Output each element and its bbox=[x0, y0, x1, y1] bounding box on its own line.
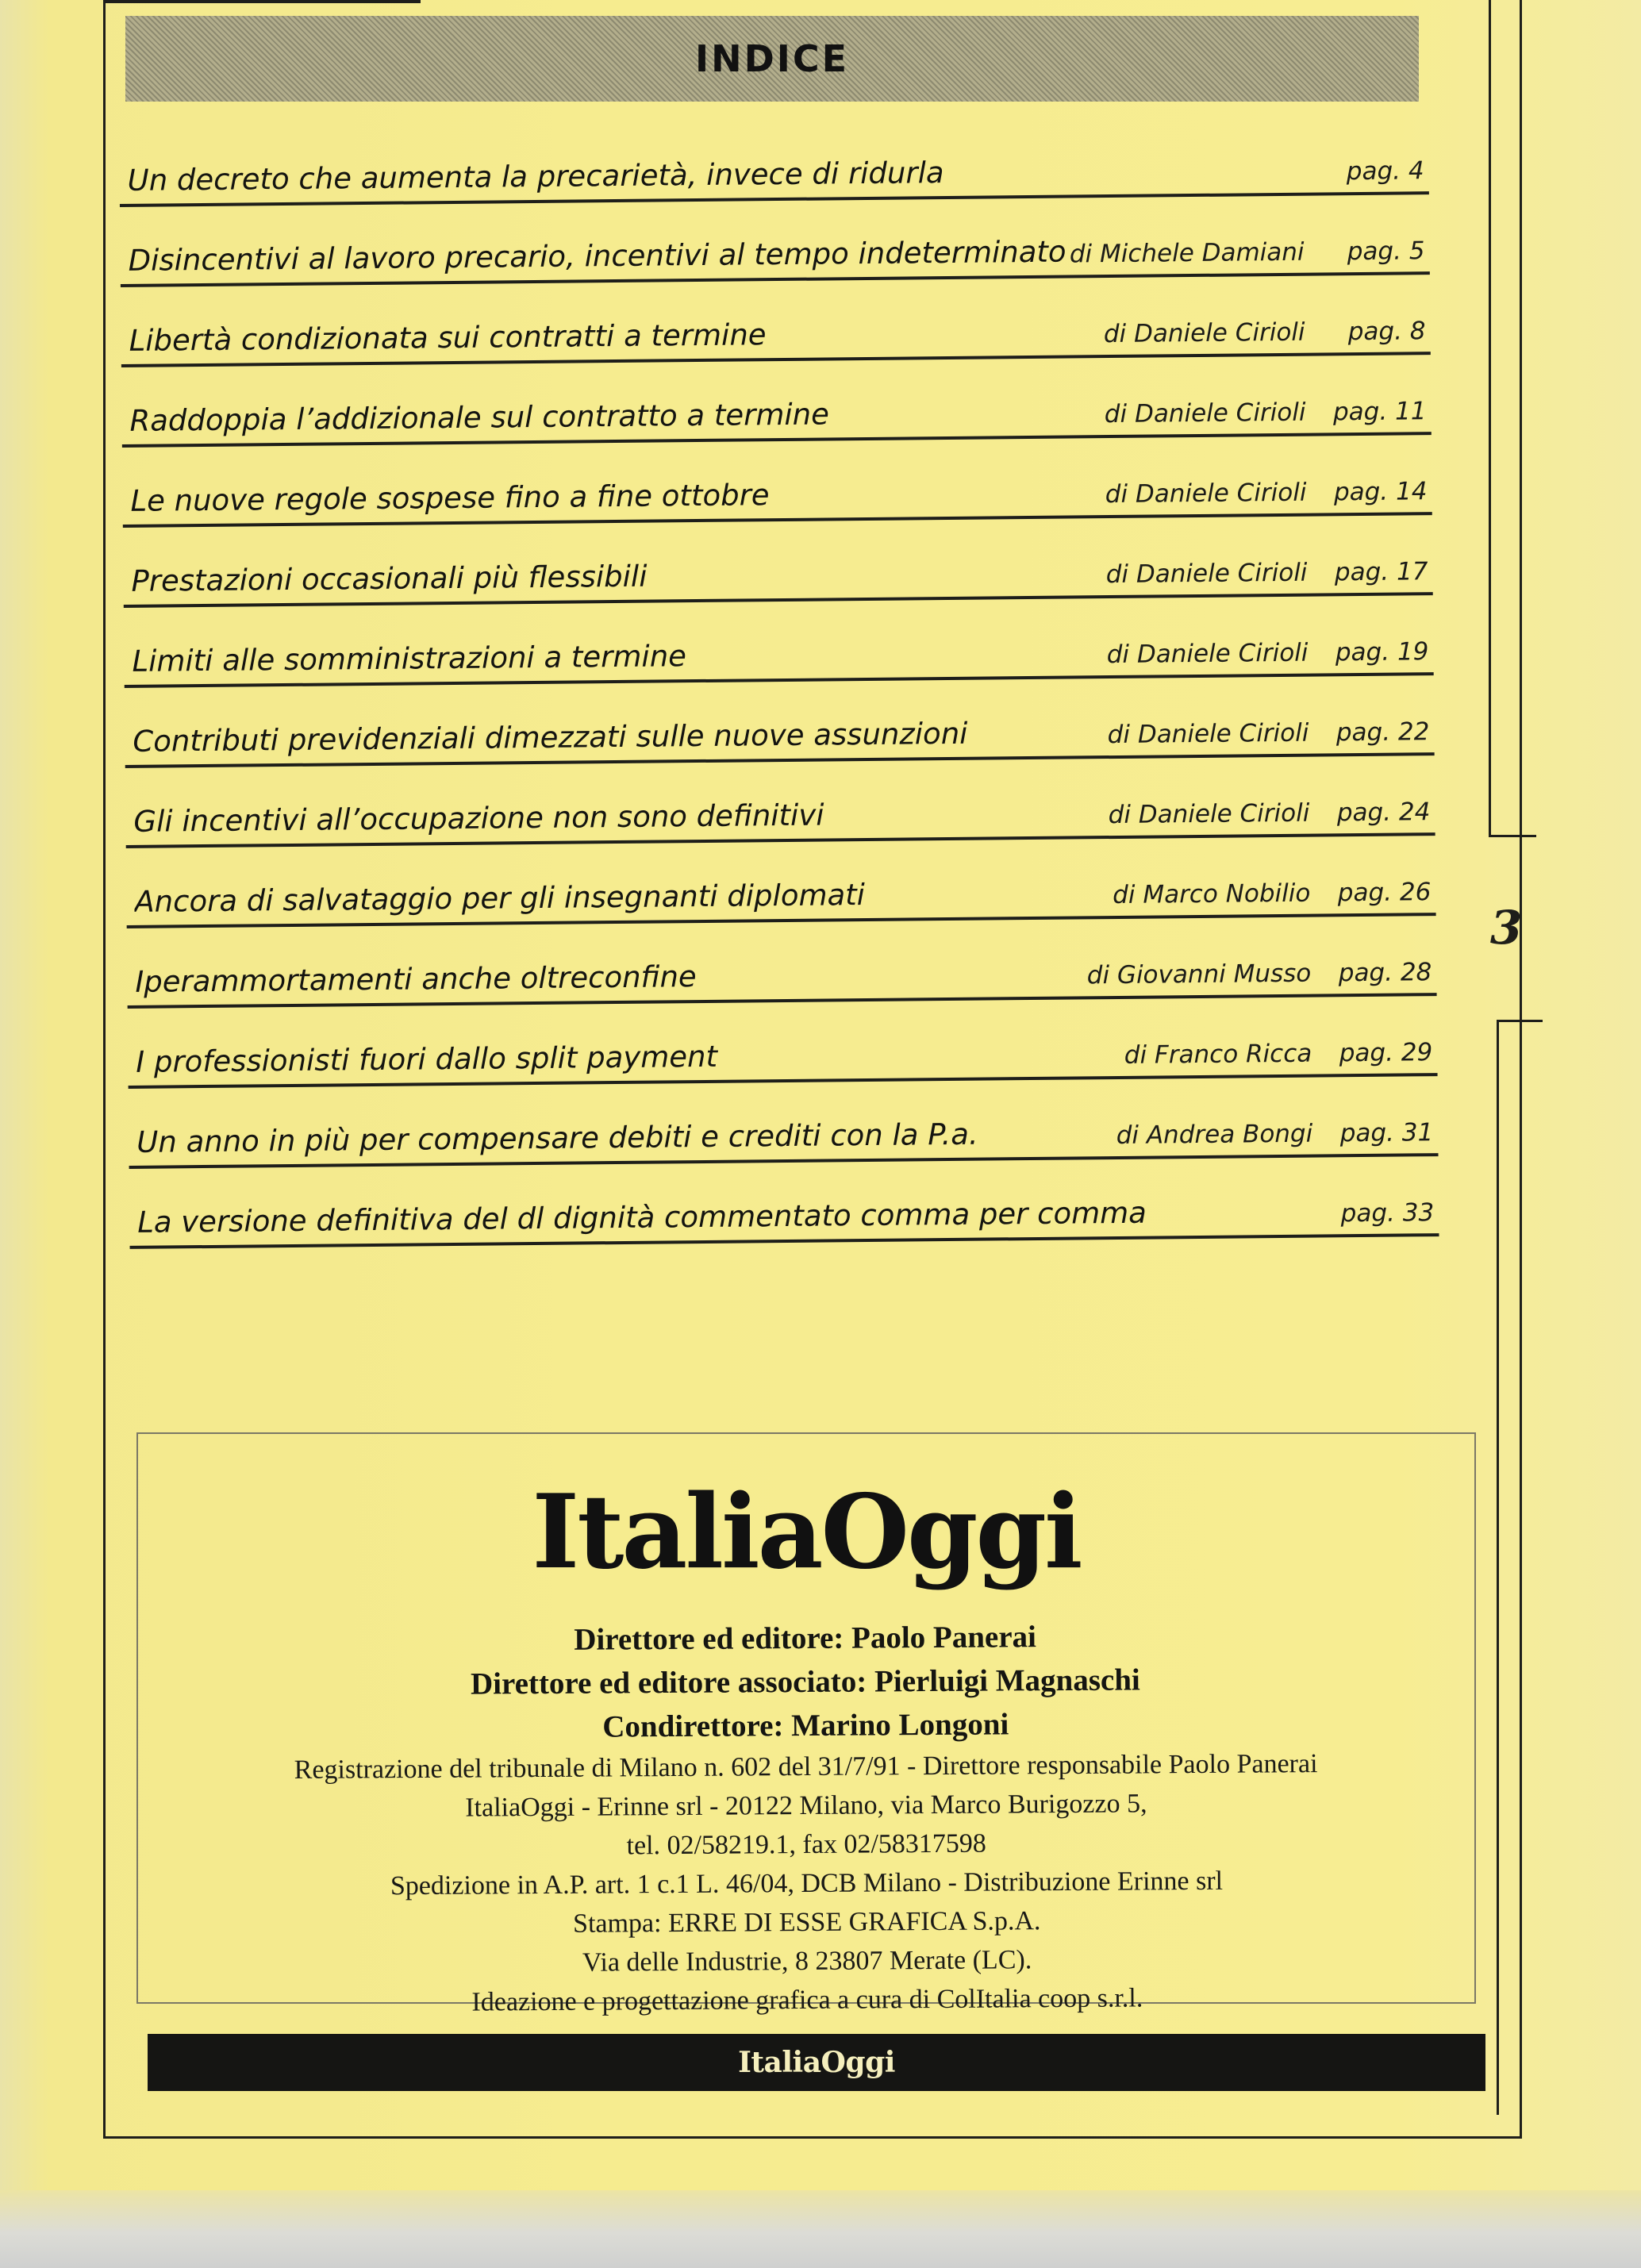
info-design: Ideazione e progettazione grafica a cura di ColItalia coop s.r.l. bbox=[471, 1983, 1143, 2017]
toc-page: pag. 8 bbox=[1347, 317, 1426, 347]
footer-bar bbox=[148, 2034, 1485, 2091]
toc-page: pag. 33 bbox=[1340, 1198, 1435, 1228]
toc-author: di Giovanni Musso bbox=[1086, 959, 1312, 990]
toc-page: pag. 17 bbox=[1334, 557, 1428, 587]
toc-title: Contributi previdenziali dimezzati sulle nuove assunzioni bbox=[133, 716, 968, 759]
masthead-box bbox=[136, 1432, 1476, 2017]
index-title: INDICE bbox=[694, 37, 850, 80]
toc-row[interactable] bbox=[123, 515, 1433, 608]
toc-row[interactable] bbox=[122, 435, 1432, 528]
toc-author: di Andrea Bongi bbox=[1116, 1119, 1313, 1150]
toc-title: Prestazioni occasionali più flessibili bbox=[131, 559, 648, 598]
toc-page: pag. 31 bbox=[1339, 1118, 1434, 1148]
paper-bottom-edge bbox=[0, 2190, 1641, 2268]
toc-page: pag. 5 bbox=[1347, 236, 1425, 267]
toc-row[interactable] bbox=[129, 1076, 1439, 1169]
toc-page: pag. 28 bbox=[1338, 958, 1432, 988]
toc-title: Iperammortamenti anche oltreconfine bbox=[135, 959, 697, 999]
toc-page: pag. 29 bbox=[1339, 1038, 1433, 1068]
toc-author: di Franco Ricca bbox=[1124, 1039, 1312, 1070]
toc-row[interactable] bbox=[129, 1156, 1439, 1249]
toc-author: di Marco Nobilio bbox=[1113, 878, 1311, 910]
toc-row[interactable] bbox=[127, 916, 1437, 1009]
footer-logo: ItaliaOggi bbox=[738, 2046, 895, 2079]
toc-title: Un anno in più per compensare debiti e crediti con la P.a. bbox=[136, 1117, 978, 1159]
toc-title: Libertà condizionata sui contratti a termine bbox=[129, 317, 767, 358]
toc-page: pag. 26 bbox=[1337, 878, 1432, 908]
toc-author: di Daniele Cirioli bbox=[1104, 398, 1306, 429]
toc-page: pag. 11 bbox=[1332, 397, 1427, 427]
toc-row[interactable] bbox=[126, 836, 1436, 928]
info-phone: tel. 02/58219.1, fax 02/58317598 bbox=[626, 1828, 986, 1861]
credit-co-director: Condirettore: Marino Longoni bbox=[602, 1707, 1009, 1744]
toc-row[interactable] bbox=[120, 194, 1430, 287]
toc-row[interactable] bbox=[121, 275, 1431, 367]
info-address: ItaliaOggi - Erinne srl - 20122 Milano, via Marco Burigozzo 5, bbox=[465, 1789, 1147, 1823]
toc-page: pag. 19 bbox=[1335, 637, 1429, 667]
toc-title: Ancora di salvataggio per gli insegnanti diplomati bbox=[134, 878, 866, 919]
toc-author: di Daniele Cirioli bbox=[1106, 638, 1309, 670]
credit-director: Direttore ed editore: Paolo Panerai bbox=[574, 1620, 1037, 1657]
toc-page: pag. 24 bbox=[1336, 798, 1431, 828]
page-number: 3 bbox=[1489, 901, 1523, 955]
credit-associate-director: Direttore ed editore associato: Pierluigi Magnaschi bbox=[470, 1663, 1140, 1701]
toc-row[interactable] bbox=[125, 675, 1435, 768]
italiaoggi-logo: ItaliaOggi bbox=[532, 1473, 1081, 1592]
side-bracket-bottom bbox=[1497, 1020, 1543, 2115]
toc-author: di Daniele Cirioli bbox=[1107, 718, 1309, 750]
info-printer-address: Via delle Industrie, 8 23807 Merate (LC). bbox=[582, 1945, 1032, 1978]
info-registration: Registrazione del tribunale di Milano n. 602 del 31/7/91 - Direttore responsabile Paolo Panerai bbox=[294, 1749, 1318, 1785]
toc-title: La versione definitiva del dl dignità commentato comma per comma bbox=[137, 1195, 1147, 1240]
table-of-contents bbox=[119, 114, 1439, 1249]
toc-row[interactable] bbox=[125, 755, 1435, 848]
toc-author: di Daniele Cirioli bbox=[1105, 478, 1307, 509]
toc-page: pag. 4 bbox=[1346, 156, 1424, 186]
toc-page: pag. 14 bbox=[1333, 477, 1428, 507]
toc-row[interactable] bbox=[121, 355, 1432, 448]
toc-title: Limiti alle somministrazioni a termine bbox=[132, 639, 687, 678]
toc-title: Raddoppia l’addizionale sul contratto a termine bbox=[129, 397, 830, 438]
toc-title: I professionisti fuori dallo split payment bbox=[136, 1039, 718, 1079]
masthead-credits bbox=[136, 1613, 1475, 2024]
toc-title: Gli incentivi all’occupazione non sono definitivi bbox=[133, 798, 824, 839]
info-shipping: Spedizione in A.P. art. 1 c.1 L. 46/04, DCB Milano - Distribuzione Erinne srl bbox=[390, 1866, 1224, 1901]
side-bracket-top bbox=[1489, 0, 1536, 837]
toc-title: Un decreto che aumenta la precarietà, invece di ridurla bbox=[127, 156, 944, 198]
toc-row[interactable] bbox=[128, 996, 1438, 1089]
toc-title: Le nuove regole sospese fino a fine ottobre bbox=[130, 478, 770, 518]
toc-author: di Michele Damiani bbox=[1069, 237, 1305, 269]
toc-author: di Daniele Cirioli bbox=[1105, 558, 1308, 590]
toc-title: Disincentivi al lavoro precario, incentivi al tempo indeterminato bbox=[128, 234, 1066, 278]
toc-row[interactable] bbox=[119, 114, 1429, 207]
toc-author: di Daniele Cirioli bbox=[1103, 317, 1305, 349]
toc-page: pag. 22 bbox=[1335, 717, 1430, 748]
toc-author: di Daniele Cirioli bbox=[1108, 798, 1310, 830]
toc-row[interactable] bbox=[124, 595, 1434, 688]
info-printer: Stampa: ERRE DI ESSE GRAFICA S.p.A. bbox=[572, 1906, 1041, 1939]
index-header bbox=[125, 16, 1419, 102]
